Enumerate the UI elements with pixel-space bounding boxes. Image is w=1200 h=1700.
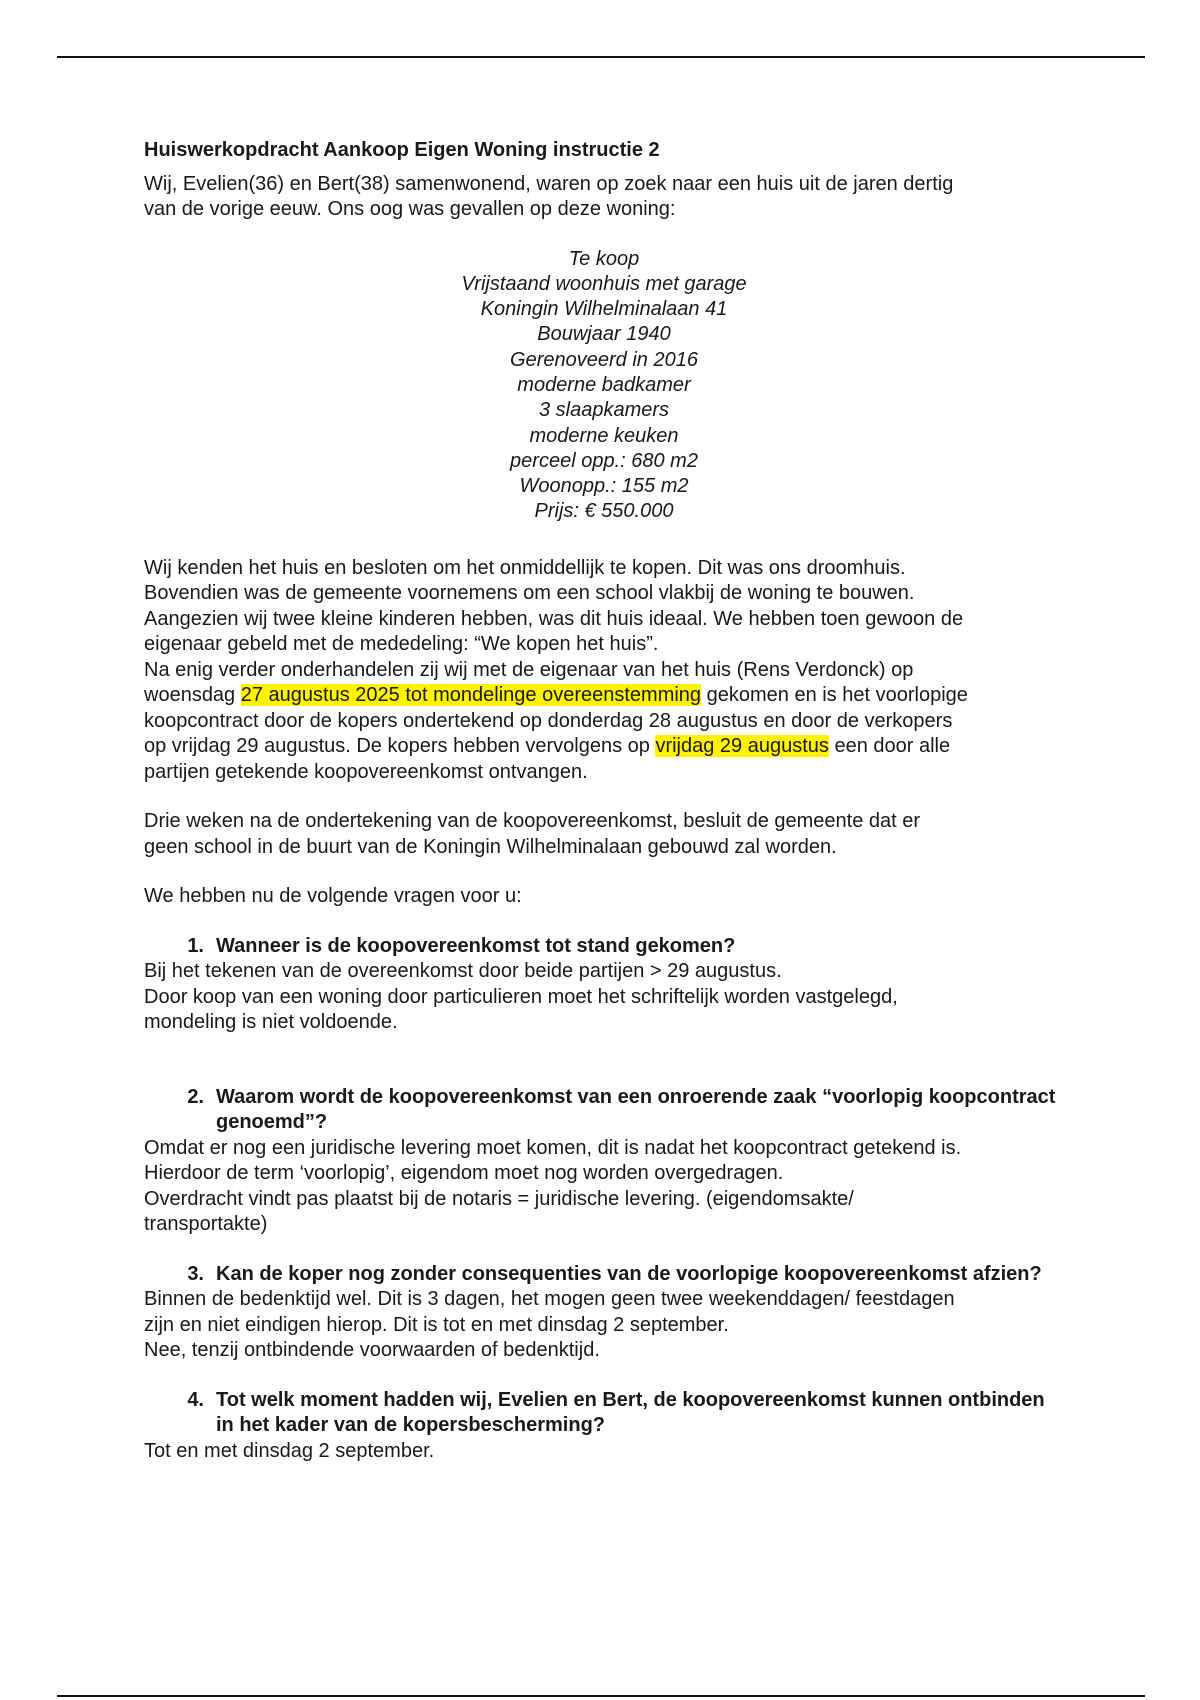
question-heading — [144, 1388, 1064, 1439]
listing-line: Koningin Wilhelminalaan 41 — [480, 298, 728, 321]
answer-line: Nee, tenzij ontbindende voorwaarden of bedenktijd. — [144, 1339, 600, 1362]
story-line: Bovendien was de gemeente voornemens om een school vlakbij de woning te bouwen. — [144, 582, 915, 605]
school-line: Drie weken na de ondertekening van de koopovereenkomst, besluit de gemeente dat er — [144, 810, 921, 833]
intro-line: Wij, Evelien(36) en Bert(38) samenwonend, waren op zoek naar een huis uit de jaren dertig — [144, 172, 954, 195]
answer-line: Bij het tekenen van de overeenkomst door beide partijen > 29 augustus. — [144, 960, 782, 983]
answer-line: Overdracht vindt pas plaatst bij de notaris = juridische levering. (eigendomsakte/ — [144, 1187, 854, 1210]
listing-line: perceel opp.: 680 m2 — [510, 449, 698, 472]
questions-intro: We hebben nu de volgende vragen voor u: — [144, 885, 522, 908]
document-title: Huiswerkopdracht Aankoop Eigen Woning instructie 2 — [144, 139, 660, 161]
intro-paragraph — [144, 172, 1064, 223]
school-line: geen school in de buurt van de Koningin Wilhelminalaan gebouwd zal worden. — [144, 835, 837, 858]
question-number: 2. — [187, 1085, 204, 1108]
listing-line: Te koop — [568, 247, 640, 270]
question-heading — [144, 1262, 1064, 1288]
listing-line: moderne badkamer — [517, 373, 691, 396]
intro-line: van de vorige eeuw. Ons oog was gevallen op deze woning: — [144, 198, 676, 220]
highlight-agreement-date: 27 augustus 2025 tot mondelinge overeenstemming — [240, 684, 702, 707]
question-number: 4. — [187, 1388, 204, 1411]
story-line: Aangezien wij twee kleine kinderen hebben, was dit huis ideaal. We hebben toen gewoon de — [144, 607, 964, 630]
listing-line: moderne keuken — [529, 424, 679, 447]
answer-block — [144, 959, 1064, 1036]
story-text: woensdag — [144, 684, 241, 707]
question-text: Tot welk moment hadden wij, Evelien en Bert, de koopovereenkomst kunnen ontbinden in het kader van de kopersbescherming? — [216, 1388, 1045, 1437]
story-line: Na enig verder onderhandelen zij wij met de eigenaar van het huis (Rens Verdonck) op — [144, 658, 914, 681]
listing-line: Gerenoveerd in 2016 — [510, 348, 698, 371]
answer-block — [144, 1136, 1064, 1238]
answer-line: Omdat er nog een juridische levering moet komen, dit is nadat het koopcontract getekend is. — [144, 1136, 962, 1159]
school-paragraph — [144, 809, 1064, 860]
question-heading — [144, 1085, 1064, 1136]
answer-line: Tot en met dinsdag 2 september. — [144, 1439, 435, 1462]
answer-line: transportakte) — [144, 1213, 268, 1236]
question-number: 1. — [187, 934, 204, 957]
question-text: Kan de koper nog zonder consequenties van de voorlopige koopovereenkomst afzien? — [216, 1262, 1042, 1285]
story-line: koopcontract door de kopers ondertekend op donderdag 28 augustus en door de verkopers — [144, 709, 953, 732]
answer-line: Binnen de bedenktijd wel. Dit is 3 dagen, het mogen geen twee weekenddagen/ feestdagen — [144, 1288, 955, 1311]
story-line — [144, 683, 1064, 709]
highlight-contract-date: vrijdag 29 augustus — [655, 735, 829, 758]
story-paragraph — [144, 556, 1064, 786]
listing-line: Vrijstaand woonhuis met garage — [461, 272, 747, 295]
story-line: eigenaar gebeld met de mededeling: “We kopen het huis”. — [144, 633, 659, 656]
listing-line: Prijs: € 550.000 — [534, 500, 674, 523]
answer-line: zijn en niet eindigen hierop. Dit is tot en met dinsdag 2 september. — [144, 1313, 729, 1336]
question-text: Wanneer is de koopovereenkomst tot stand gekomen? — [216, 934, 736, 957]
footer-rule — [57, 1695, 1145, 1697]
listing-line: 3 slaapkamers — [538, 399, 670, 422]
answer-line: Hierdoor de term ‘voorlopig’, eigendom moet nog worden overgedragen. — [144, 1162, 784, 1185]
question-number: 3. — [187, 1262, 204, 1285]
listing-line: Woonopp.: 155 m2 — [519, 475, 689, 498]
answer-line: mondeling is niet voldoende. — [144, 1011, 398, 1034]
listing-line: Bouwjaar 1940 — [537, 323, 671, 346]
header-rule — [57, 56, 1145, 58]
document-page — [144, 138, 1064, 1464]
story-text: op vrijdag 29 augustus. De kopers hebben vervolgens op — [144, 735, 656, 758]
answer-block — [144, 1439, 1064, 1465]
story-text: gekomen en is het voorlopige — [701, 684, 968, 707]
story-text: een door alle — [828, 735, 951, 758]
answer-line: Door koop van een woning door particulieren moet het schriftelijk worden vastgelegd, — [144, 985, 898, 1008]
property-listing — [144, 247, 1064, 525]
question-heading — [144, 934, 1064, 960]
answer-block — [144, 1287, 1064, 1364]
story-line: Wij kenden het huis en besloten om het onmiddellijk te kopen. Dit was ons droomhuis. — [144, 556, 906, 579]
story-line — [144, 734, 1064, 760]
story-line: partijen getekende koopovereenkomst ontvangen. — [144, 760, 588, 783]
question-text: Waarom wordt de koopovereenkomst van een onroerende zaak “voorlopig koopcontract genoemd”? — [216, 1085, 1056, 1134]
